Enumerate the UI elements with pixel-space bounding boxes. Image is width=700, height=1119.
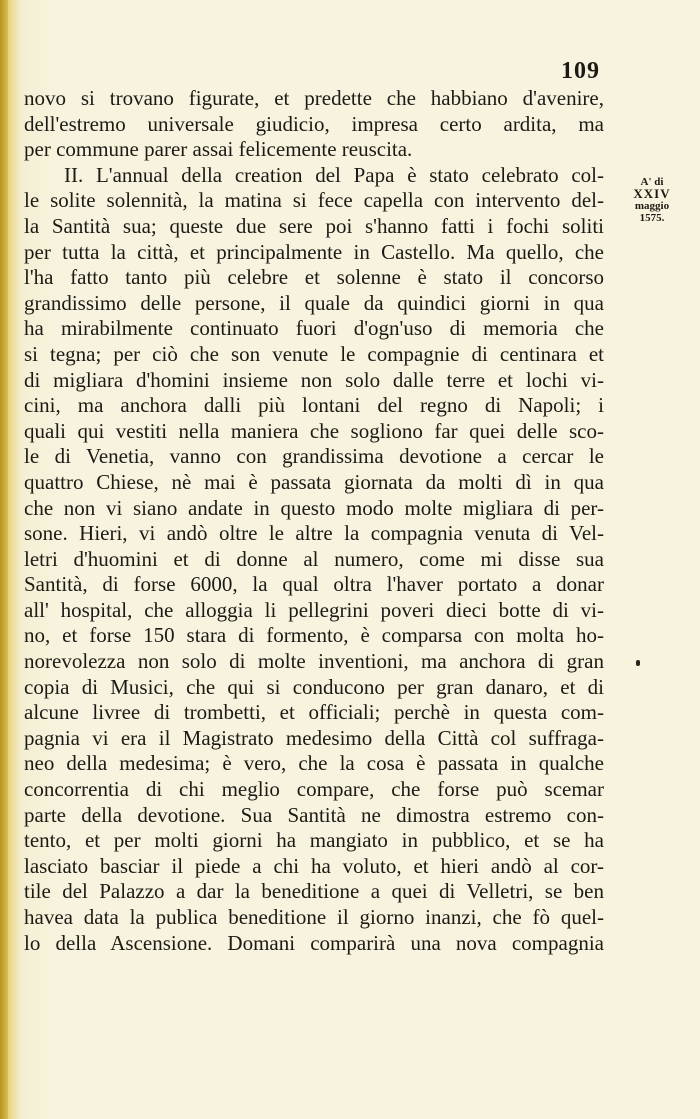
margin-note-line: 1575. (639, 212, 665, 224)
text-line: quattro Chiese, nè mai è passata giornata da molti dì in qua (24, 469, 604, 494)
text-line: di migliara d'homini insieme non solo dalle terre et lochi vi- (24, 367, 604, 392)
text-line: quali qui vestiti nella maniera che sogliono far quei delle sco- (24, 418, 604, 443)
paragraph-start-line: II. L'annual della creation del Papa è stato celebrato col- (64, 162, 604, 187)
text-line: tento, et per molti giorni ha mangiato in pubblico, et se ha (24, 828, 604, 853)
text-line: copia di Musici, che qui si conducono per gran danaro, et di (24, 674, 604, 699)
text-line: le di Venetia, vanno con grandissima devotione a cercar le (24, 444, 604, 469)
text-line: le solite solennità, la matina si fece capella con intervento del- (24, 188, 604, 213)
text-line: novo si trovano figurate, et predette che habbiano d'avenire, (24, 86, 604, 110)
text-line: per commune parer assai felicemente reuscita. (24, 137, 413, 162)
text-line: Santità, di forse 6000, la qual oltra l'haver portato a donar (24, 572, 604, 597)
text-line: lo della Ascensione. Domani comparirà una nova compagnia (24, 930, 604, 955)
text-line: all' hospital, che alloggia li pellegrini poveri dieci botte di vi- (24, 597, 604, 622)
text-line: parte della devotione. Sua Santità ne dimostra estremo con- (24, 802, 604, 827)
text-line: no, et forse 150 stara di formento, è comparsa con molta ho- (24, 623, 604, 648)
text-line: per tutta la città, et principalmente in Castello. Ma quello, che (24, 239, 604, 264)
text-line: havea data la publica beneditione il giorno inanzi, che fò quel- (24, 905, 604, 929)
text-line: norevolezza non solo di molte inventioni, ma anchora di gran (24, 649, 604, 674)
text-line: cini, ma anchora dalli più lontani del regno di Napoli; i (24, 393, 604, 418)
text-line: grandissimo delle persone, il quale da quindici giorni in qua (24, 290, 604, 315)
margin-note-line: XXIV (633, 186, 671, 201)
text-line: dell'estremo universale giudicio, impresa certo ardita, ma (24, 111, 604, 136)
margin-note-line: maggio (634, 200, 670, 212)
text-line: neo della medesima; è vero, che la cosa è passata in qualche (24, 751, 604, 776)
margin-date-note (612, 176, 692, 224)
text-line: tile del Palazzo a dar la beneditione a quei di Velletri, se ben (24, 879, 604, 904)
body-text (24, 86, 604, 956)
page-number: 109 (561, 58, 600, 84)
text-line: lasciato basciar il piede a chi ha voluto, et hieri andò al cor- (24, 853, 604, 878)
margin-note-line: A' di (640, 176, 664, 188)
text-line: letri d'huomini et di donne al numero, come mi disse sua (24, 546, 604, 571)
text-line: si tegna; per ciò che son venute le compagnie di centinara et (24, 341, 604, 366)
text-line: sone. Hieri, vi andò oltre le altre la compagnia venuta di Vel- (24, 521, 604, 546)
text-line: che non vi siano andate in questo modo molte migliara di per- (24, 495, 604, 520)
text-line: l'ha fatto tanto più celebre et solenne è stato il concorso (24, 265, 604, 290)
text-line: alcune livree di trombetti, et officiali; perchè in questa com- (24, 700, 604, 725)
text-line: la Santità sua; queste due sere poi s'hanno fatti i fochi soliti (24, 213, 604, 238)
text-line: pagnia vi era il Magistrato medesimo della Città col suffraga- (24, 725, 604, 750)
text-line: concorrentia di chi meglio compare, che forse può scemar (24, 777, 604, 802)
text-line: ha mirabilmente continuato fuori d'ogn'uso di memoria che (24, 316, 604, 341)
ink-speck (636, 660, 640, 666)
binding-edge (0, 0, 8, 1119)
